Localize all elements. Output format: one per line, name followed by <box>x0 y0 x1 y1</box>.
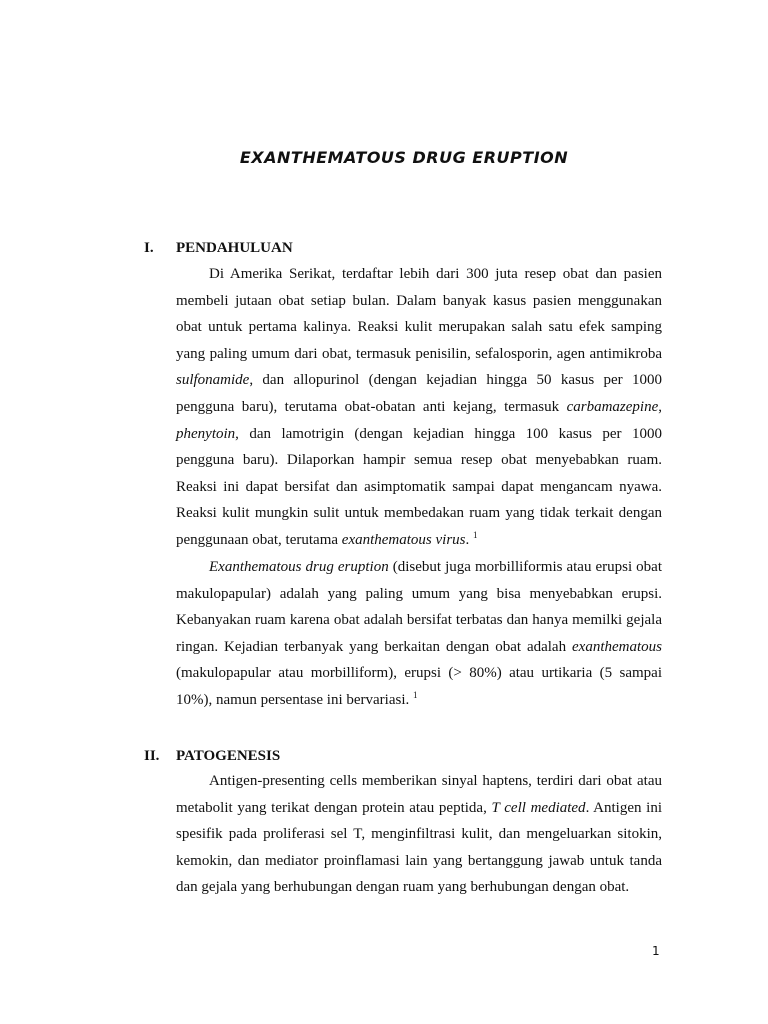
text-run: . Antigen ini spesifik pada proliferasi sel T, menginfiltrasi kulit, dan mengeluarkan sitokin, kemokin, dan mediator proinflamasi lain yang bertanggung jawab untuk tanda dan gejala yang berhubungan dengan ruam yang berhubungan dengan obat. <box>176 799 662 896</box>
section-heading-patogenesis <box>144 746 280 766</box>
section-title: PENDAHULUAN <box>176 240 293 256</box>
section-title: PATOGENESIS <box>176 748 281 764</box>
italic-term: Exanthematous drug eruption <box>209 559 389 575</box>
text-run: , <box>658 398 662 415</box>
section-heading-pendahuluan <box>144 238 293 258</box>
text-run: (makulopapular atau morbilliform), erupsi (> 80%) atau urtikaria (5 sampai 10%), namun persentase ini bervariasi. <box>176 665 662 708</box>
italic-term: carbamazepine <box>566 398 659 415</box>
text-run: , dan allopurinol (dengan kejadian hingga 50 kasus per 1000 pengguna baru), terutama obat-obatan anti kejang, termasuk <box>176 372 662 415</box>
paragraph-pendahuluan-2 <box>176 554 662 714</box>
text-run: Di Amerika Serikat, terdaftar lebih dari 300 juta resep obat dan pasien membeli jutaan obat setiap bulan. Dalam banyak kasus pasien menggunakan obat untuk pertama kalinya. Reaksi kulit merupakan salah satu efek samping yang paling umum dari obat, termasuk penisilin, sefalosporin, agen antimikroba <box>176 266 662 362</box>
paragraph-patogenesis-1 <box>176 768 662 901</box>
text-run: (disebut juga morbilliformis atau erupsi obat makulopapular) adalah yang paling umum yang bisa menyebabkan erupsi. Kebanyakan ruam karena obat adalah bersifat terbatas dan hanya memilki gejala ringan. Kejadian terbanyak yang berkaitan dengan obat adalah <box>176 559 662 655</box>
text-run: . <box>465 531 474 548</box>
citation-superscript: 1 <box>413 689 418 700</box>
document-title: EXANTHEMATOUS DRUG ERUPTION <box>239 148 569 167</box>
italic-term: exanthematous virus <box>341 531 466 548</box>
italic-term: sulfonamide <box>176 372 250 389</box>
italic-term: exanthematous <box>572 638 662 655</box>
italic-term: T cell mediated <box>491 799 586 816</box>
citation-superscript: 1 <box>473 529 478 540</box>
paragraph-pendahuluan-1 <box>176 261 662 554</box>
text-run: Antigen-presenting cells memberikan sinyal haptens, terdiri dari obat atau metabolit yang terikat dengan protein atau peptida, <box>176 773 662 816</box>
italic-term: phenytoin <box>176 425 236 442</box>
text-run: , dan lamotrigin (dengan kejadian hingga 100 kasus per 1000 pengguna baru). Dilaporkan hampir semua resep obat menyebabkan ruam. Reaksi ini dapat bersifat dan asimptomatik sampai dapat mengancam nyawa. Reaksi kulit mungkin sulit untuk membedakan ruam yang tidak terkait dengan penggunaan obat, terutama <box>176 425 662 548</box>
section-number: I. <box>144 240 154 256</box>
page-number: 1 <box>652 944 660 958</box>
section-number: II. <box>144 748 160 764</box>
